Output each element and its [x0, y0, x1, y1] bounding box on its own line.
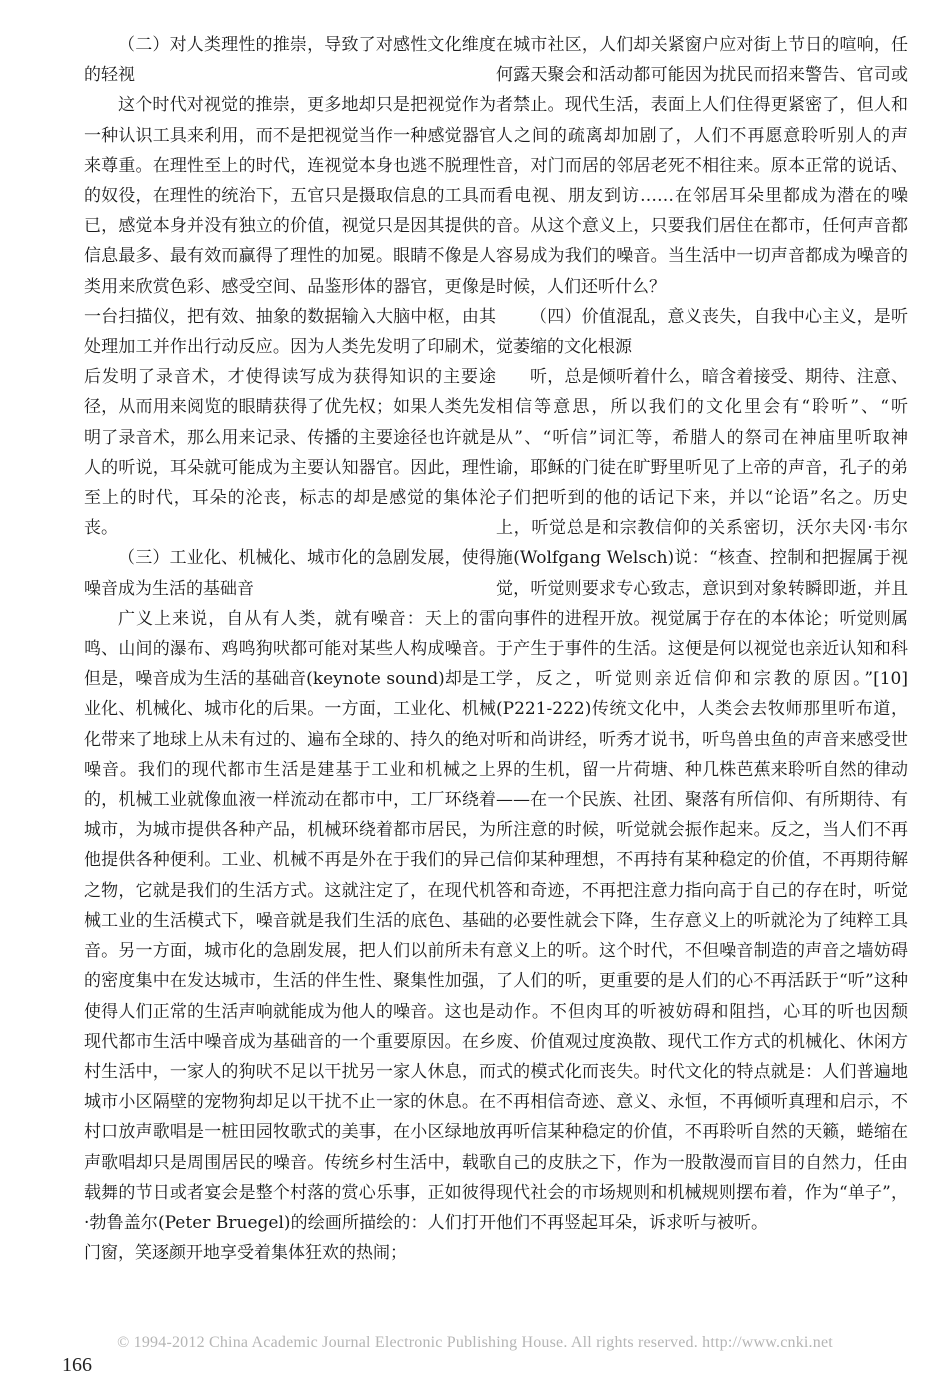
left-column: [84, 30, 496, 1268]
paragraph-continued: 在城市社区，人们却关紧窗户应对街上节日的喧响，任何露天聚会和活动都可能因为扰民而招来警告、官司或者禁止。现代生活，表面上人们住得更紧密了，但人和人之间的疏离却加剧了，人们不再愿意聆听别人的声音，对门而居的邻居老死不相往来。原本正常的说话、看电视、朋友到访……在邻居耳朵里都成为潜在的噪音。从这个意义上，只要我们居住在都市，任何声音都容易成为我们的噪音。当生活中一切声音都成为噪音的时候，人们还听什么？: [496, 35, 908, 297]
paragraph: 听，总是倾听着什么，暗含着接受、期待、注意、相信等意思，所以我们的文化里会有“聆听”、“听从”、“听信”词汇等，希腊人的祭司在神庙里听取神谕，耶稣的门徒在旷野里听见了上帝的声音，孔子的弟子们把听到的他的话记下来，并以“论语”名之。历史上，听觉总是和宗教信仰的关系密切，沃尔夫冈·韦尔施(Wolfgang Welsch)说：“核查、控制和把握属于视觉，听觉则要求专心致志，意识到对象转瞬即逝，并且向事件的进程开放。视觉属于存在的本体论；听觉则属于产生于事件的生活。这便是何以视觉也亲近认知和科学，反之，听觉则亲近信仰和宗教的原因。”[10](P221-222)传统文化中，人类会去牧师那里听布道，听和尚讲经，听秀才说书，听鸟兽虫鱼的声音来感受世界的生机，留一片荷塘、种几株芭蕉来聆听自然的律动——在一个民族、社团、聚落有所信仰、有所期待、有所注意的时候，听觉就会振作起来。反之，当人们不再信仰某种理想，不再持有某种稳定的价值，不再期待解答和奇迹，不再把注意力指向高于自己的存在时，听觉的必要性就会下降，生存意义上的听就沦为了纯粹工具意义上的听。这个时代，不但噪音制造的声音之墙妨碍了人们的听，更重要的是人们的心不再活跃于“听”这种动作。不但肉耳的听被妨碍和阻挡，心耳的听也因颓废、价值观过度涣散、现代工作方式的机械化、休闲方式的模式化而丧失。时代文化的特点就是：人们普遍地不再相信奇迹、意义、永恒，不再倾听真理和启示，不再听信某种稳定的价值，不再聆听自然的天籁，蜷缩在自己的皮肤之下，作为一股散漫而盲目的自然力，任由现代社会的市场规则和机械规则摆布着，作为“单子”，他们不再竖起耳朵，诉求听与被听。: [496, 367, 908, 1233]
copyright-watermark: © 1994-2012 China Academic Journal Electronic Publishing House. All rights reserved. http://www.cnki.net: [117, 1334, 833, 1351]
page-number: 166: [62, 1354, 92, 1376]
paragraph: 广义上来说，自从有人类，就有噪音：天上的雷鸣、山间的瀑布、鸡鸣狗吠都可能对某些人构成噪音。但是，噪音成为生活的基础音(keynote sound)却是工业化、机械化、城市化的后果。一方面，工业化、机械化带来了地球上从未有过的、遍布全球的、持久的绝对噪音。我们的现代都市生活是建基于工业和机械之上的，机械工业就像血液一样流动在都市中，工厂环绕着城市，为城市提供各种产品，机械环绕着都市居民，为他提供各种便利。工业、机械不再是外在于我们的异己之物，它就是我们的生活方式。这就注定了，在现代机械工业的生活模式下，噪音就是我们生活的底色、基础音。另一方面，城市化的急剧发展，把人们以前所未有的密度集中在发达城市，生活的伴生性、聚集性加强，使得人们正常的生活声响就能成为他人的噪音。这也是现代都市生活中噪音成为基础音的一个重要原因。在乡村生活中，一家人的狗吠不足以干扰另一家人休息，而城市小区隔壁的宠物狗却足以干扰不止一家的休息。在村口放声歌唱是一桩田园牧歌式的美事，在小区绿地放声歌唱却只是周围居民的噪音。传统乡村生活中，载歌载舞的节日或者宴会是整个村落的赏心乐事，正如彼得·勃鲁盖尔(Peter Bruegel)的绘画所描绘的：人们打开门窗，笑逐颜开地享受着集体狂欢的热闹；: [84, 608, 496, 1264]
section-heading-3: （三）工业化、机械化、城市化的急剧发展，使得噪音成为生活的基础音: [84, 548, 496, 599]
right-column: [496, 30, 908, 1238]
section-heading-2: （二）对人类理性的推崇，导致了对感性文化维度的轻视: [84, 35, 496, 86]
paragraph: 这个时代对视觉的推崇，更多地却只是把视觉作为一种认识工具来利用，而不是把视觉当作一种感觉器官来尊重。在理性至上的时代，连视觉本身也逃不脱理性的奴役，在理性的统治下，五官只是摄取信息的工具而已，感觉本身并没有独立的价值，视觉只是因其提供的信息最多、最有效而赢得了理性的加冕。眼睛不像是人类用来欣赏色彩、感受空间、品鉴形体的器官，更像是一台扫描仪，把有效、抽象的数据输入大脑中枢，由其处理加工并作出行动反应。因为人类先发明了印刷术，后发明了录音术，才使得读写成为获得知识的主要途径，从而用来阅览的眼睛获得了优先权；如果人类先发明了录音术，那么用来记录、传播的主要途径也许就是人的听说，耳朵就可能成为主要认知器官。因此，理性至上的时代，耳朵的沦丧，标志的却是感觉的集体沦丧。: [84, 95, 496, 539]
section-heading-4: （四）价值混乱，意义丧失，自我中心主义，是听觉萎缩的文化根源: [496, 306, 908, 358]
